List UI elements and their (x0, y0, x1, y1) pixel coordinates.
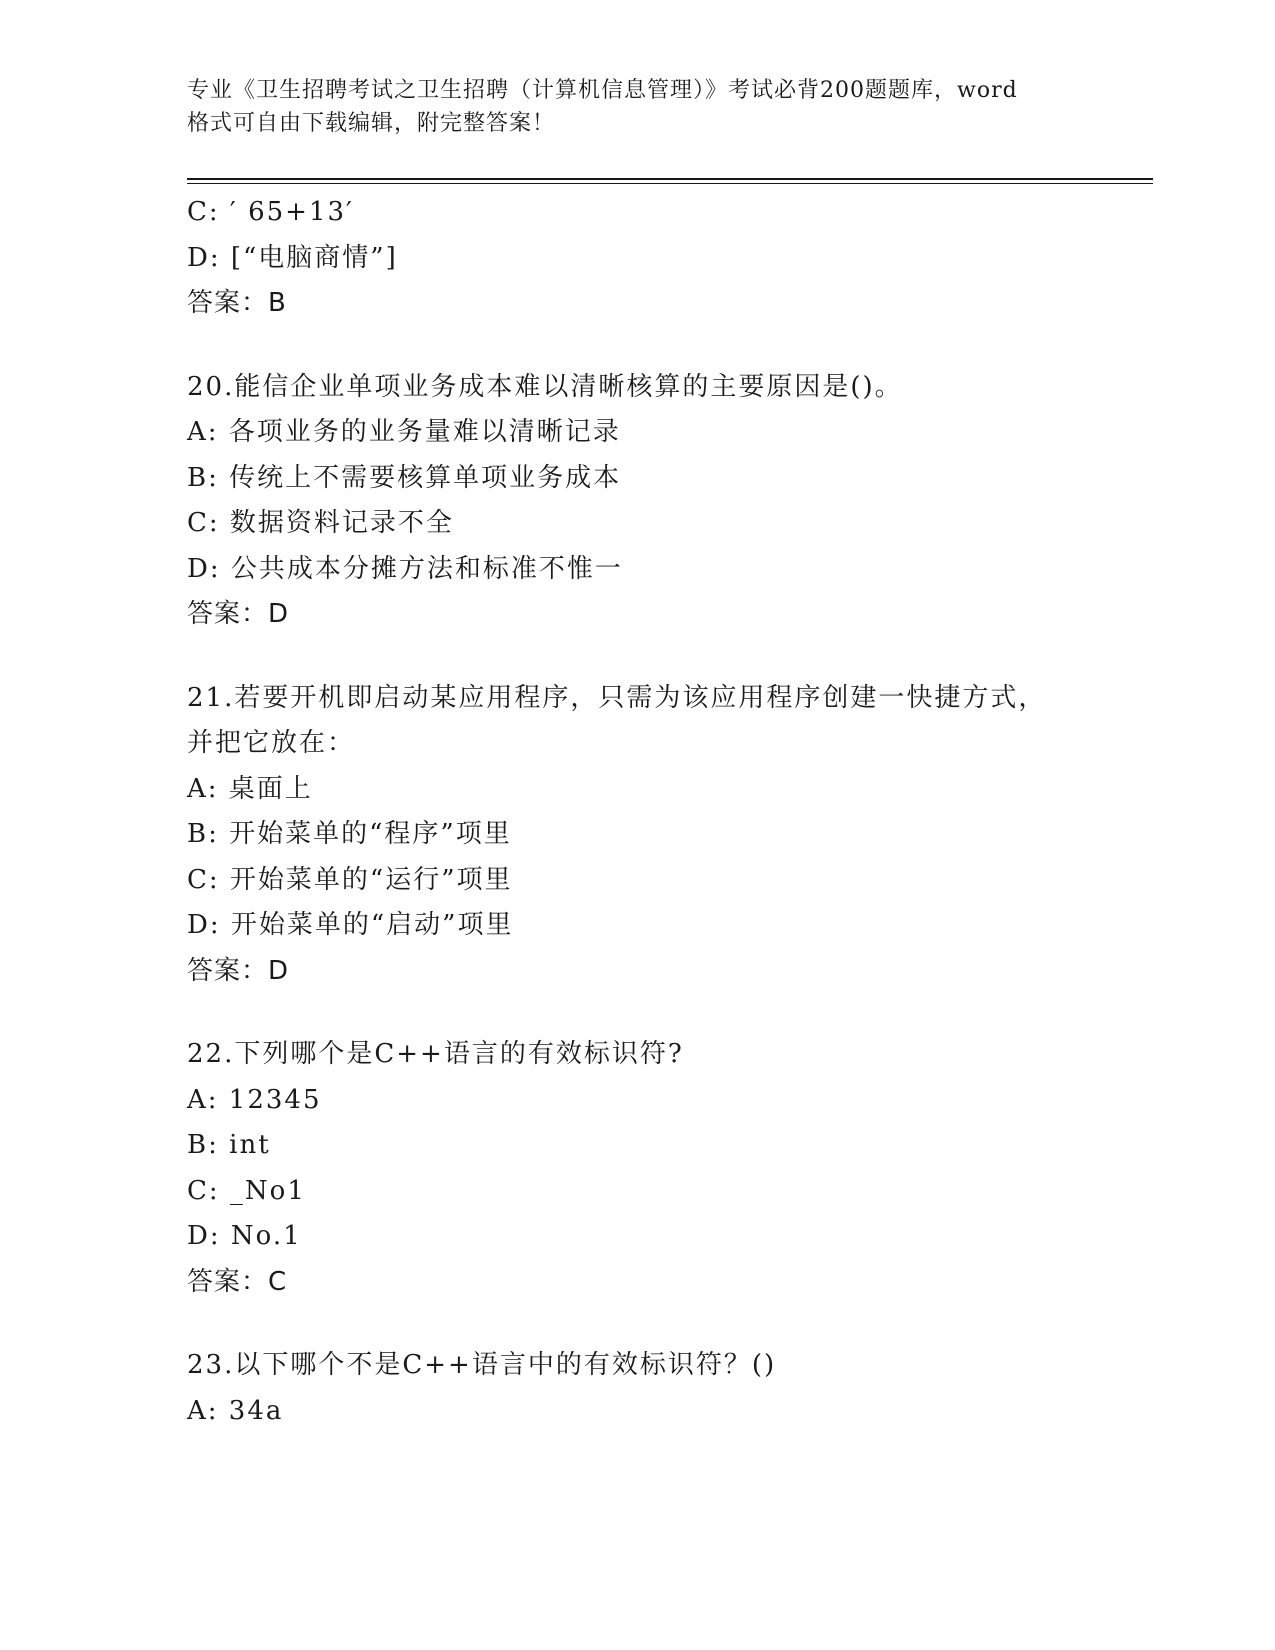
option-d: D: No.1 (187, 1221, 302, 1251)
option-a: A: 各项业务的业务量难以清晰记录 (187, 417, 621, 447)
question-block-23 (187, 1343, 1087, 1434)
header-divider-thin (187, 183, 1153, 184)
spacer (187, 1305, 1087, 1343)
option-b: B: 开始菜单的“程序”项里 (187, 819, 512, 849)
document-header (187, 74, 1087, 140)
header-line-1: 专业《卫生招聘考试之卫生招聘（计算机信息管理）》考试必背200题题库，word (187, 78, 1018, 103)
option-d: D: 公共成本分摊方法和标准不惟一 (187, 553, 623, 584)
question-stem: 23.以下哪个不是C++语言中的有效标识符？() (187, 1350, 777, 1380)
answer-text: 答案：D (187, 955, 290, 986)
header-line-2: 格式可自由下载编辑，附完整答案！ (187, 111, 556, 136)
option-d: D: 开始菜单的“启动”项里 (187, 910, 514, 940)
answer-text: 答案：B (187, 288, 287, 318)
option-b: B: int (187, 1130, 271, 1160)
question-stem: 20.能信企业单项业务成本难以清晰核算的主要原因是()。 (187, 371, 903, 402)
answer-text: 答案：C (187, 1266, 288, 1297)
option-c: C: 开始菜单的“运行”项里 (187, 864, 513, 895)
option-a: A: 12345 (187, 1084, 322, 1115)
spacer (187, 327, 1087, 365)
question-block-prev (187, 190, 1087, 327)
spacer (187, 994, 1087, 1032)
question-block-22 (187, 1032, 1087, 1305)
option-c: C: 数据资料记录不全 (187, 508, 454, 538)
option-a: A: 34a (187, 1395, 284, 1426)
option-a: A: 桌面上 (187, 773, 313, 804)
question-stem: 22.下列哪个是C++语言的有效标识符? (187, 1039, 684, 1069)
option-c: C: ′ 65+13′ (187, 197, 354, 227)
spacer (187, 638, 1087, 676)
option-d: D: [“电脑商情”] (187, 242, 398, 273)
question-stem: 21.若要开机即启动某应用程序，只需为该应用程序创建一快捷方式，并把它放在： (187, 682, 1047, 758)
option-c: C: _No1 (187, 1175, 306, 1206)
header-divider-thick (187, 178, 1153, 180)
question-list (187, 190, 1087, 1434)
option-b: B: 传统上不需要核算单项业务成本 (187, 462, 622, 493)
question-block-20 (187, 365, 1087, 638)
answer-text: 答案：D (187, 599, 290, 629)
question-block-21 (187, 676, 1087, 995)
